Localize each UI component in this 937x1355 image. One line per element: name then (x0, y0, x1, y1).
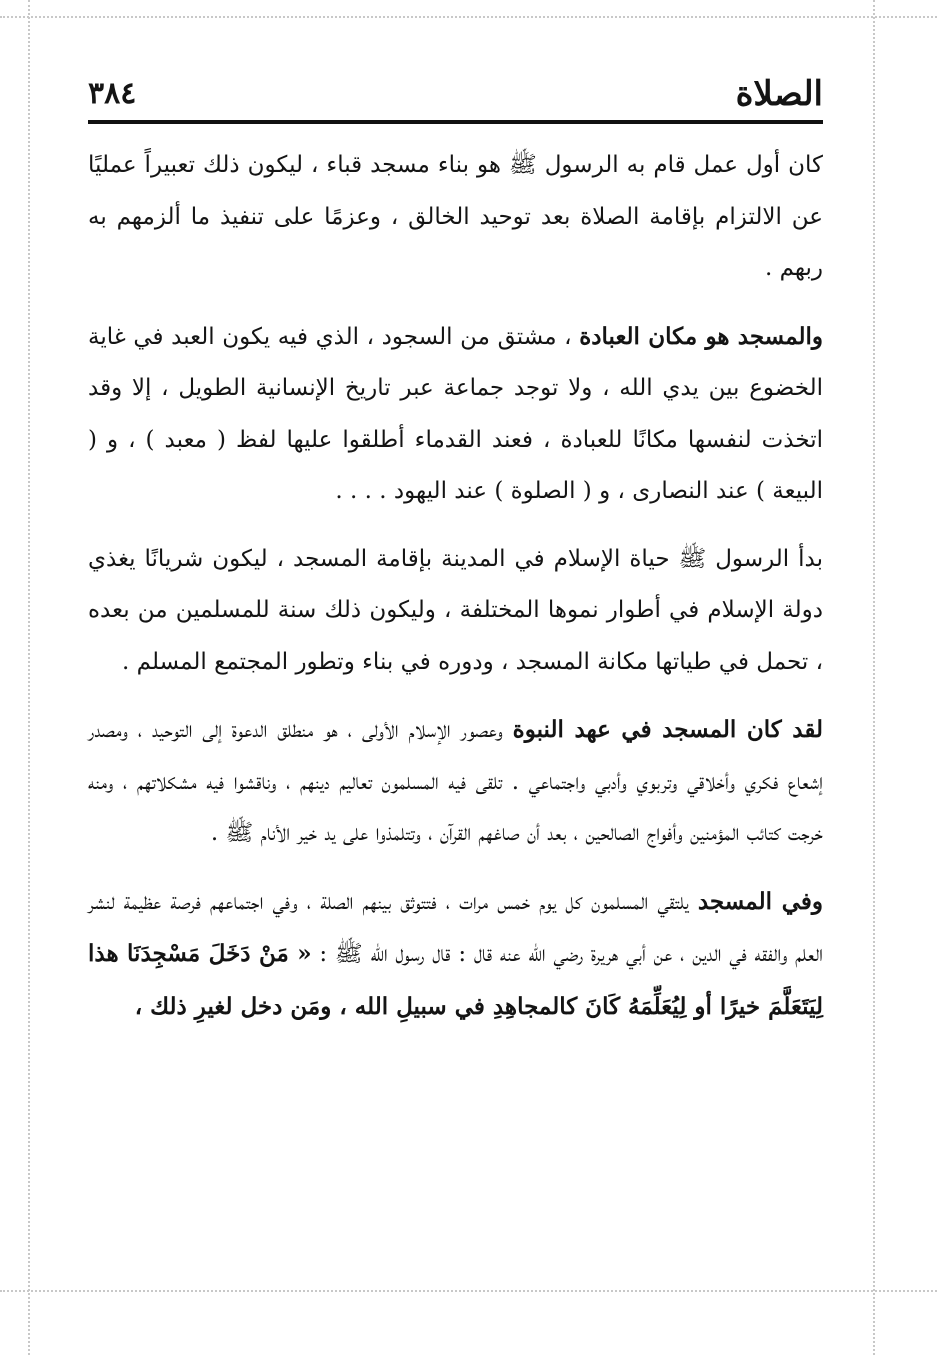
body-text (88, 140, 823, 1033)
paragraph-2-lead: والمسجد هو مكان العبادة (579, 322, 823, 350)
paragraph-4-lead: لقد كان المسجد في عهد النبوة (512, 716, 823, 743)
paragraph-5-lead: وفي المسجد (697, 887, 823, 915)
scan-dotted-line-bottom (0, 1290, 937, 1292)
page-number: ٣٨٤ (88, 76, 137, 111)
page-title: الصلاة (735, 74, 823, 114)
paragraph-4-text: وعصور الإسلام الأولى ، هو منطلق الدعوة إلى التوحيد ، ومصدر إشعاع فكري وأخلاقي وتربوي وأدبي واجتماعي . تلقى فيه المسلمون تعاليم دينهم ، وناقشوا فيه مشكلاتهم ، ومنه خرجت كتائب المؤمنين وأفواج الصالحين ، بعد أن صاغهم القرآن ، وتتلمذوا على يد خير الأنام ﷺ . (88, 717, 823, 846)
paragraph-1 (88, 140, 823, 295)
running-header (88, 66, 823, 116)
header-rule (88, 120, 823, 124)
paragraph-3 (88, 534, 823, 689)
paragraph-2 (88, 311, 823, 518)
paragraph-1-text: كان أول عمل قام به الرسول ﷺ هو بناء مسجد قباء ، ليكون ذلك تعبيراً عمليًا عن الالتزام بإقامة الصلاة بعد توحيد الخالق ، وعزمًا على تنفيذ ما ألزمهم به ربهم . (88, 152, 823, 281)
paragraph-2-text: ، مشتق من السجود ، الذي فيه يكون العبد في غاية الخضوع بين يدي الله ، ولا توجد جماعة عبر تاريخ الإنسانية الطويل ، إلا وقد اتخذت لنفسها مكانًا للعبادة ، فعند القدماء أطلقوا عليها لفظ ( معبد ) ، و ( البيعة ) عند النصارى ، و ( الصلوة ) عند اليهود . . . . (88, 323, 823, 504)
scan-dotted-line-left (28, 0, 30, 1355)
paragraph-4 (88, 704, 823, 860)
paragraph-3-text: بدأ الرسول ﷺ حياة الإسلام في المدينة بإقامة المسجد ، ليكون شريانًا يغذي دولة الإسلام في أطوار نموها المختلفة ، وليكون ذلك سنة للمسلمين من بعده ، تحمل في طياتها مكانة المسجد ، ودوره في بناء وتطور المجتمع المسلم . (88, 545, 823, 675)
hadith-quote: « مَنْ دَخَلَ مَسْجِدَنَا هذا لِيَتَعَلَّمَ خيرًا أو لِيُعَلِّمَهُ كَانَ كالمجاهِدِ في سبيلِ الله ، ومَن دخل لغيرِ ذلك ، (88, 940, 823, 1020)
paragraph-5 (88, 876, 823, 1034)
scan-dotted-line-right (873, 0, 875, 1355)
paragraph-5-text: يلتقي المسلمون كل يوم خمس مرات ، فتتوثق بينهم الصلة ، وفي اجتماعهم فرصة عظيمة لنشر العلم والفقه في الدين ، عن أبي هريرة رضي الله عنه قال : قال رسول الله ﷺ : (88, 888, 823, 967)
scan-dotted-line-top (0, 16, 937, 18)
